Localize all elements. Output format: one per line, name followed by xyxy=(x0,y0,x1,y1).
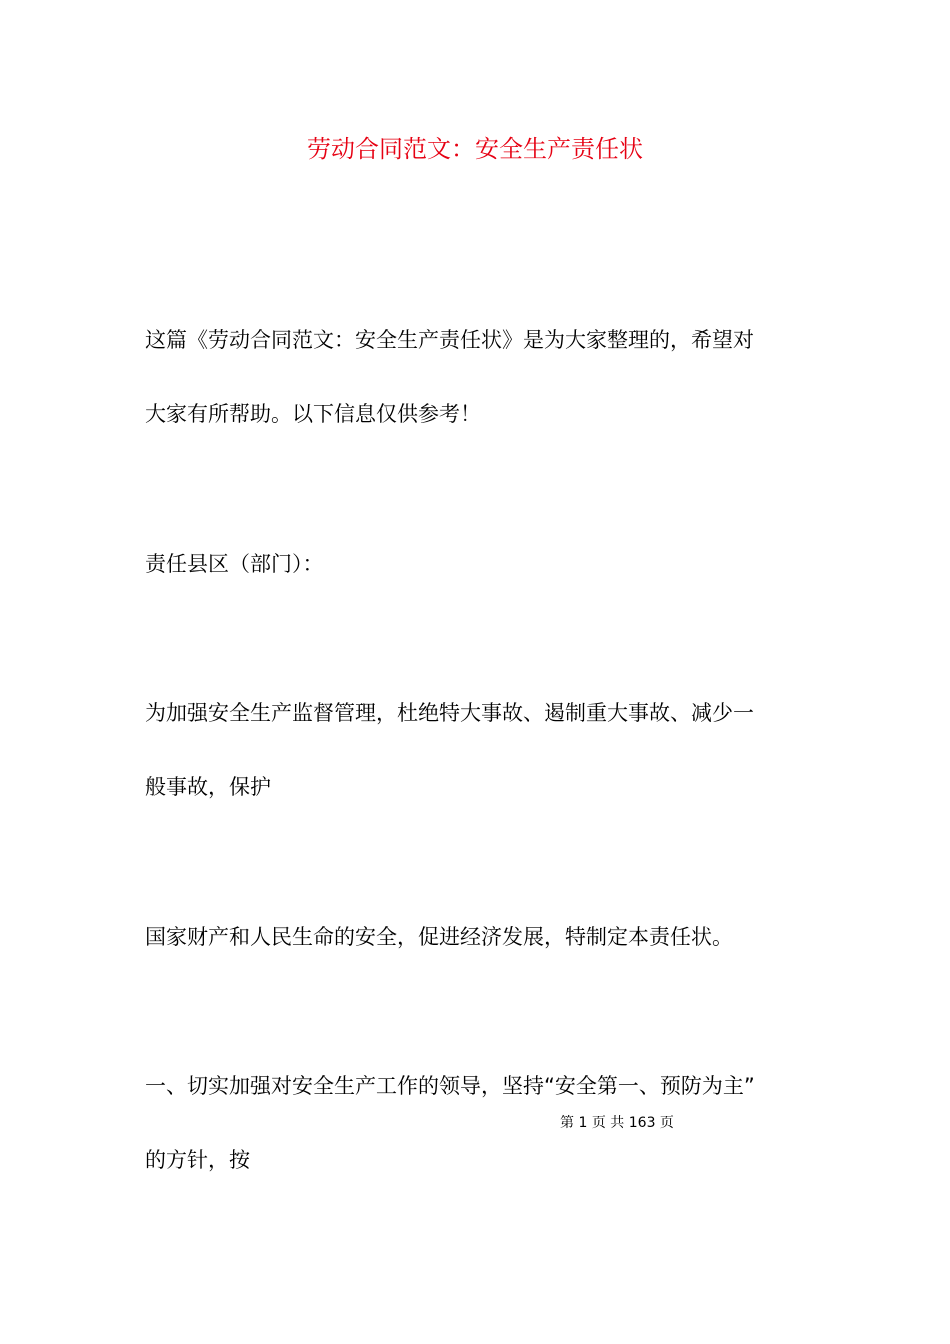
body-line-1: 这篇《劳动合同范文：安全生产责任状》是为大家整理的，希望对 xyxy=(145,328,754,352)
body-line-7: 一、切实加强对安全生产工作的领导，坚持“安全第一、预防为主” xyxy=(145,1074,755,1098)
body-line-8: 的方针，按 xyxy=(145,1148,250,1172)
body-line-2: 大家有所帮助。以下信息仅供参考！ xyxy=(145,402,481,426)
body-line-3: 责任县区（部门）： xyxy=(145,552,324,576)
body-line-5: 般事故，保护 xyxy=(145,775,271,799)
body-line-6: 国家财产和人民生命的安全，促进经济发展，特制定本责任状。 xyxy=(145,925,733,949)
body-line-4: 为加强安全生产监督管理，杜绝特大事故、遏制重大事故、减少一 xyxy=(145,701,754,725)
document-title: 劳动合同范文：安全生产责任状 xyxy=(307,135,643,163)
page-number: 第 1 页 共 163 页 xyxy=(560,1115,674,1131)
